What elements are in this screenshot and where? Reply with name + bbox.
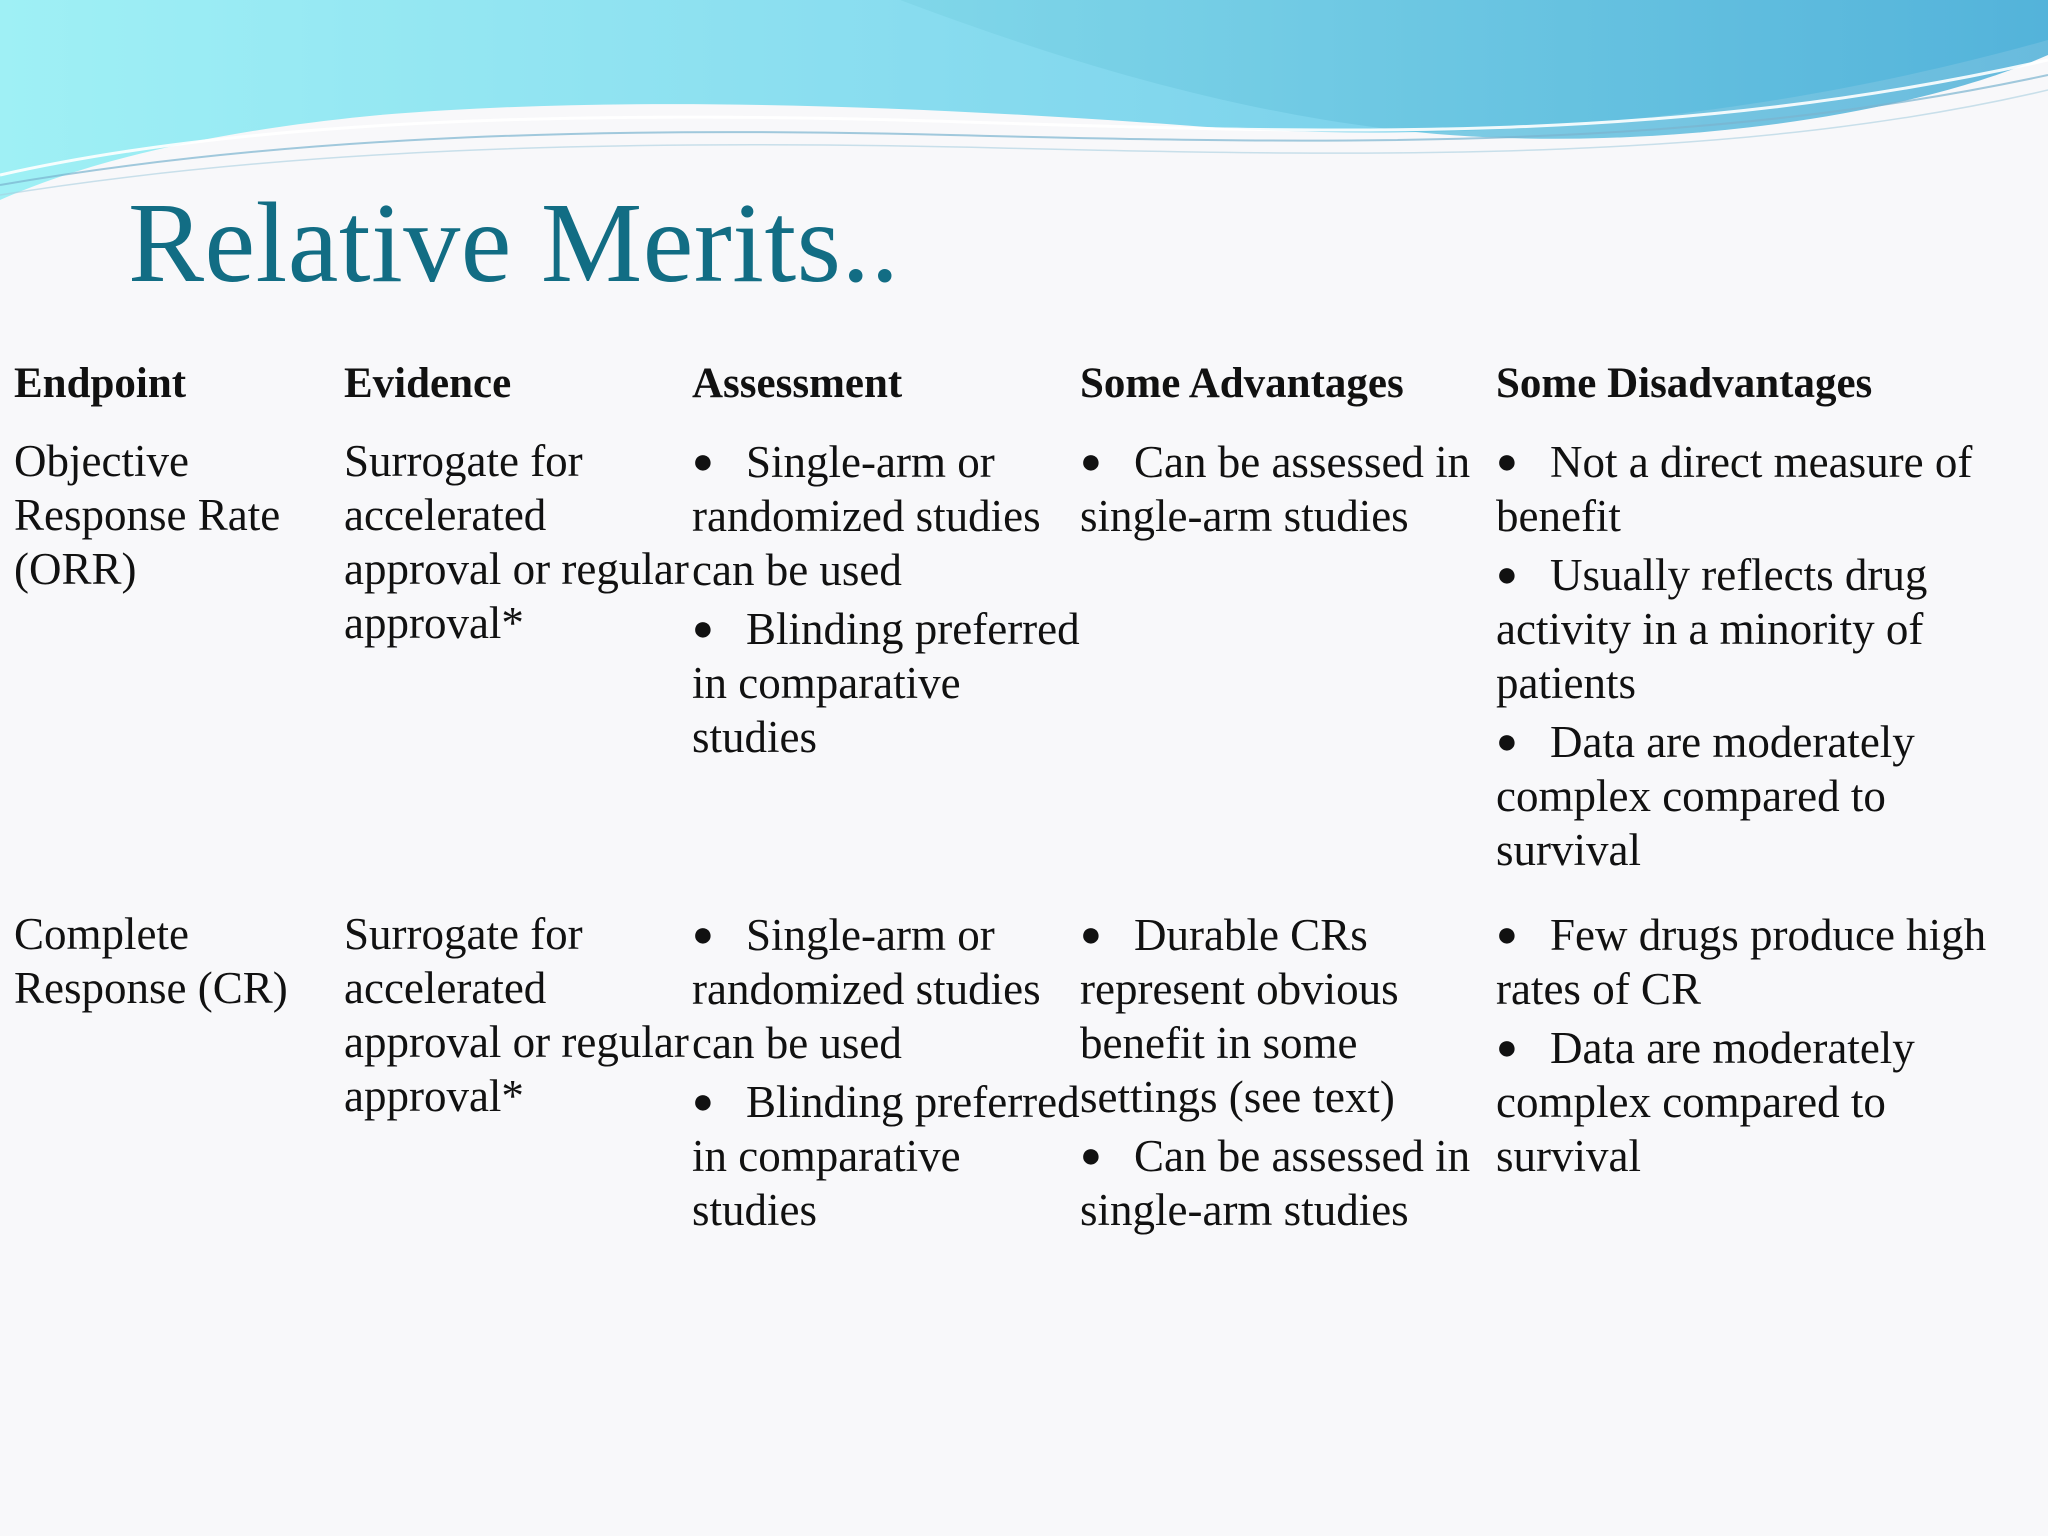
list-item-text: Usually reflects drug activity in a minority of patients <box>1496 549 1928 708</box>
advantages-list <box>1080 434 1496 543</box>
table-row <box>14 434 2034 907</box>
assessment-cell <box>692 434 1080 907</box>
slide-title: Relative Merits.. <box>128 179 900 306</box>
list-item <box>692 1074 1080 1237</box>
list-item <box>1080 434 1496 543</box>
disadvantages-list <box>1496 434 2034 877</box>
list-item-text: Single-arm or randomized studies can be used <box>692 909 1041 1068</box>
list-item-text: Durable CRs represent obvious benefit in some settings (see text) <box>1080 909 1399 1122</box>
advantages-cell <box>1080 907 1496 1267</box>
list-item <box>1496 547 2034 710</box>
header-assessment: Assessment <box>692 360 903 407</box>
list-item-text: Blinding preferred in comparative studies <box>692 603 1080 762</box>
disadvantages-cell <box>1496 434 2034 907</box>
header-endpoint: Endpoint <box>14 360 187 407</box>
header-disadvantages: Some Disadvantages <box>1496 360 1873 407</box>
bullet-icon: ● <box>692 440 714 481</box>
assessment-cell <box>692 907 1080 1267</box>
bullet-icon: ● <box>692 913 714 954</box>
list-item-text: Single-arm or randomized studies can be used <box>692 436 1041 595</box>
table-row <box>14 907 2034 1267</box>
list-item-text: Can be assessed in single-arm studies <box>1080 436 1471 541</box>
list-item <box>1496 714 2034 877</box>
endpoint-cell: Complete Response (CR) <box>14 908 288 1013</box>
list-item <box>692 601 1080 764</box>
list-item <box>692 907 1080 1070</box>
bullet-icon: ● <box>1080 440 1102 481</box>
list-item-text: Not a direct measure of benefit <box>1496 436 1973 541</box>
list-item <box>1496 907 2034 1016</box>
assessment-list <box>692 434 1080 764</box>
bullet-icon: ● <box>692 607 714 648</box>
list-item <box>692 434 1080 597</box>
advantages-cell <box>1080 434 1496 907</box>
list-item-text: Few drugs produce high rates of CR <box>1496 909 1987 1014</box>
bullet-icon: ● <box>1080 1134 1102 1175</box>
disadvantages-list <box>1496 907 2034 1183</box>
list-item <box>1496 1020 2034 1183</box>
bullet-icon: ● <box>1496 913 1518 954</box>
list-item <box>1496 434 2034 543</box>
header-advantages: Some Advantages <box>1080 360 1404 407</box>
list-item-text: Data are moderately complex compared to survival <box>1496 1022 1915 1181</box>
list-item <box>1080 1128 1496 1237</box>
merits-table <box>14 358 2034 1267</box>
endpoint-cell: Objective Response Rate (ORR) <box>14 435 281 594</box>
disadvantages-cell <box>1496 907 2034 1267</box>
bullet-icon: ● <box>1496 1026 1518 1067</box>
bullet-icon: ● <box>1496 553 1518 594</box>
list-item-text: Can be assessed in single-arm studies <box>1080 1130 1471 1235</box>
assessment-list <box>692 907 1080 1237</box>
header-evidence: Evidence <box>344 360 512 407</box>
bullet-icon: ● <box>692 1080 714 1121</box>
evidence-cell: Surrogate for accelerated approval or regular approval* <box>344 435 689 648</box>
list-item-text: Data are moderately complex compared to survival <box>1496 716 1915 875</box>
bullet-icon: ● <box>1496 440 1518 481</box>
table-header-row <box>14 358 2034 434</box>
advantages-list <box>1080 907 1496 1237</box>
list-item <box>1080 907 1496 1124</box>
list-item-text: Blinding preferred in comparative studies <box>692 1076 1080 1235</box>
evidence-cell: Surrogate for accelerated approval or regular approval* <box>344 908 689 1121</box>
bullet-icon: ● <box>1080 913 1102 954</box>
bullet-icon: ● <box>1496 720 1518 761</box>
